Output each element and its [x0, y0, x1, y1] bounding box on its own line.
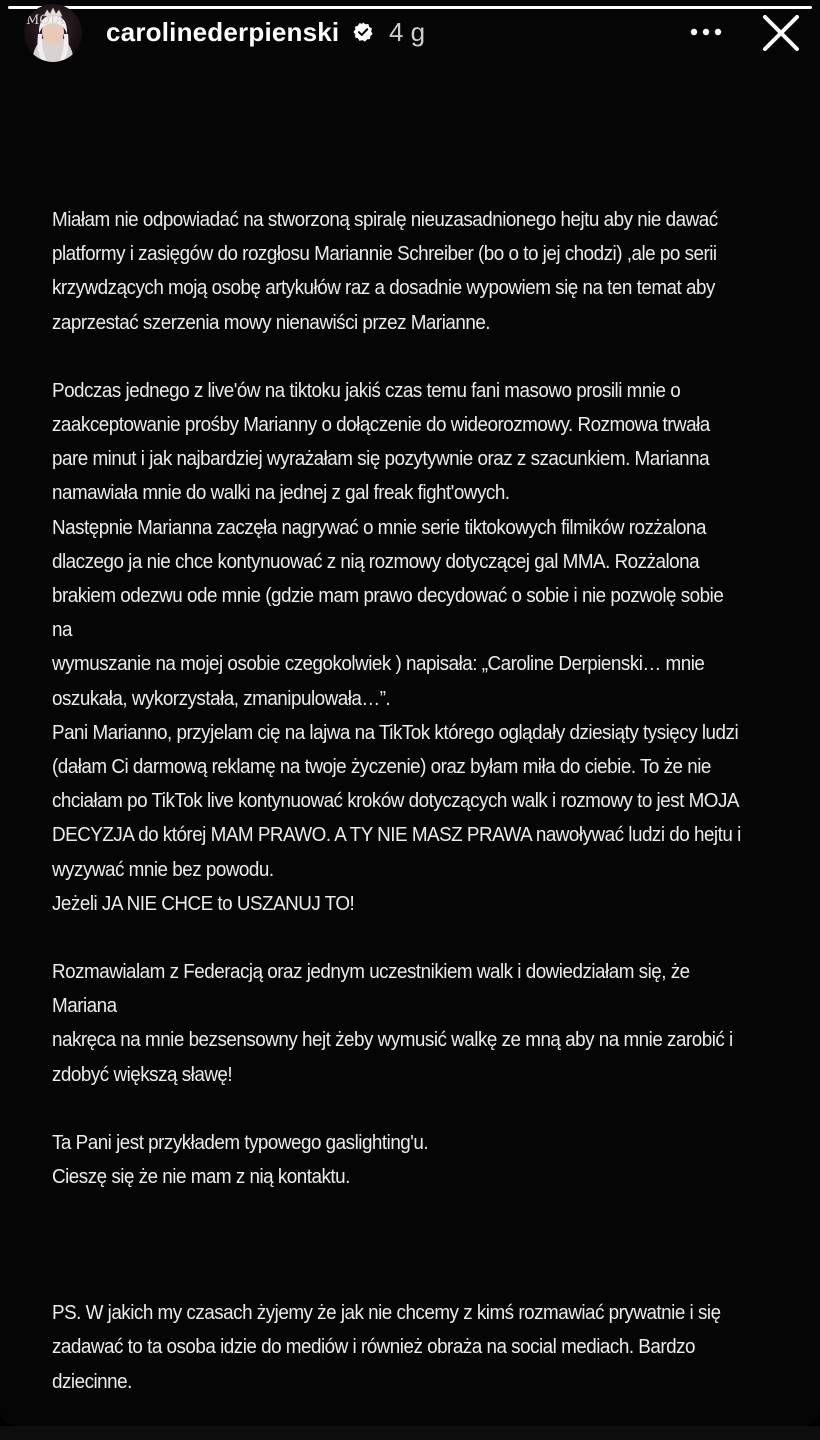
close-icon: [761, 13, 801, 53]
paragraph-spacer: [52, 1194, 744, 1296]
paragraph-gaslighting: Ta Pani jest przykładem typowego gaslighting'u. Cieszę się że nie mam z nią kontaktu.: [52, 1130, 429, 1189]
paragraph-spacer: [52, 340, 744, 374]
bottom-bar: [0, 1426, 820, 1440]
paragraph-ps: PS. W jakich my czasach żyjemy że jak nie chcemy z kimś rozmawiać prywatnie i się zadawać to ta osoba idzie do mediów i również obraża na social mediach. Bardzo dziecinne.: [52, 1301, 721, 1393]
story-header: [0, 0, 820, 70]
story-text-block: [52, 203, 744, 1399]
paragraph-events: Podczas jednego z live'ów na tiktoku jakiś czas temu fani masowo prosili mnie o zaakceptowanie prośby Marianny o dołączenie do wideorozmowy. Rozmowa trwała pare minut i jak najbardziej wyrażałam się pozytywnie oraz z szacunkiem. Marianna namawiała mnie do walki na jednej z gal freak fight'owych. Następnie Marianna zaczęła nagrywać o mnie serie tiktokowych filmików rozżalona dlaczego ja nie chce kontynuować z nią rozmowy dotyczącej gal MMA. Rozżalona brakiem odezwu ode mnie (gdzie mam prawo decydować o sobie i nie pozwolę sobie na wymuszanie na mojej osobie czegokolwiek ) napisała: „Caroline Derpienski… mnie oszukała, wykorzystała, zmanipulowała…”. Pani Marianno, przyjelam cię na lajwa na TikTok którego oglądały dziesiąty tysięcy ludzi (dałam Ci darmową reklamę na twoje życzenie) oraz byłam miła do ciebie. To że nie chciałam po TikTok live kontynuować kroków dotyczących walk i rozmowy to jest MOJA DECYZJA do której MAM PRAWO. A TY NIE MASZ PRAWA nawoływać ludzi do hejtu i wyzywać mnie bez powodu. Jeżeli JA NIE CHCE to USZANUJ TO!: [52, 378, 741, 915]
profile-avatar[interactable]: [24, 4, 82, 62]
more-options-button[interactable]: [684, 14, 728, 50]
username[interactable]: carolinederpienski: [106, 17, 340, 47]
avatar-logo-text: MOJA: [26, 13, 65, 28]
paragraph-federation: Rozmawialam z Federacją oraz jednym uczestnikiem walk i dowiedziałam się, że Mariana nakręca na mnie bezsensowny hejt żeby wymusić walkę ze mną aby na mnie zarobić i zdobyć większą sławę!: [52, 960, 733, 1086]
avatar-image: [24, 4, 82, 62]
paragraph-spacer: [52, 1092, 744, 1126]
close-button[interactable]: [756, 8, 806, 58]
verified-badge-icon: [352, 21, 374, 43]
more-dots-icon: [688, 27, 724, 37]
paragraph-intro: Miałam nie odpowiadać na stworzoną spiralę nieuzasadnionego hejtu aby nie dawać platformy i zasięgów do rozgłosu Mariannie Schreiber (bo o to jej chodzi) ,ale po serii krzywdzących moją osobę artykułów raz a dosadnie wypowiem się na ten temat aby zaprzestać szerzenia mowy nienawiści przez Marianne.: [52, 208, 718, 334]
post-time: 4 g: [389, 17, 426, 47]
paragraph-spacer: [52, 921, 744, 955]
